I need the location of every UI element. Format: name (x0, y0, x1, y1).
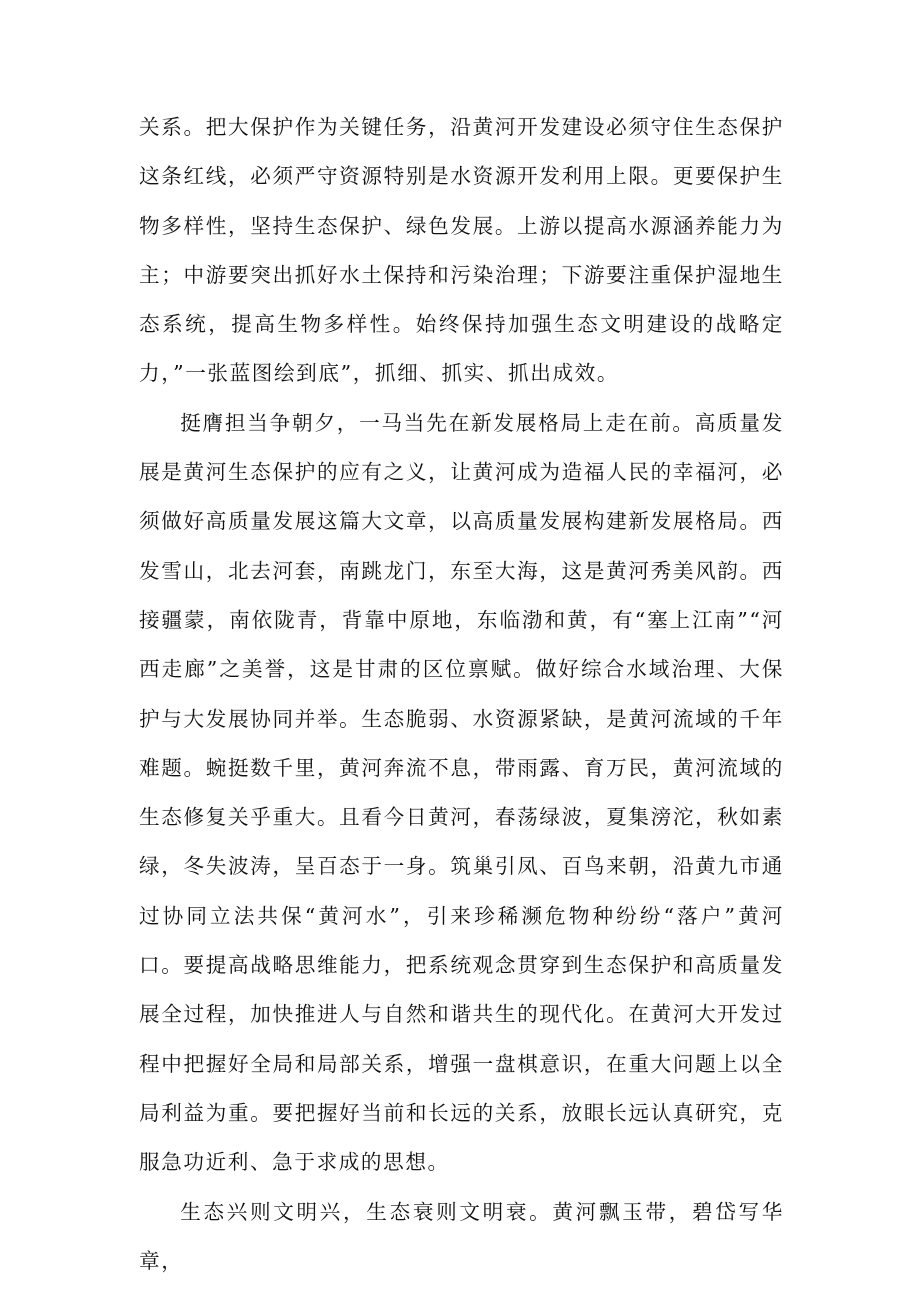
paragraph: 生态兴则文明兴，生态衰则文明衰。黄河飘玉带，碧岱写华章， (139, 1199, 784, 1273)
paragraph-continued: 关系。把大保护作为关键任务，沿黄河开发建设必须守住生态保护这条红线，必须严守资源特别是水资源开发利用上限。更要保护生物多样性，坚持生态保护、绿色发展。上游以提高水源涵养能力为主；中游要突出抓好水土保持和污染治理；下游要注重保护湿地生态系统，提高生物多样性。始终保持加强生态文明建设的战略定力，”一张蓝图绘到底”，抓细、抓实、抓出成效。 (139, 115, 784, 386)
body-text (139, 103, 784, 1286)
paragraph: 挺膺担当争朝夕，一马当先在新发展格局上走在前。高质量发展是黄河生态保护的应有之义，让黄河成为造福人民的幸福河，必须做好高质量发展这篇大文章，以高质量发展构建新发展格局。西发雪山，北去河套，南跳龙门，东至大海，这是黄河秀美风韵。西接疆蒙，南依陇青，背靠中原地，东临渤和黄，有“塞上江南”“河西走廊”之美誉，这是甘肃的区位禀赋。做好综合水域治理、大保护与大发展协同并举。生态脆弱、水资源紧缺，是黄河流域的千年难题。蜿挺数千里，黄河奔流不息，带雨露、育万民，黄河流域的生态修复关乎重大。且看今日黄河，春荡绿波，夏集滂沱，秋如素绿，冬失波涛，呈百态于一身。筑巢引凤、百鸟来朝，沿黄九市通过协同立法共保“黄河水”，引来珍稀濒危物种纷纷“落户”黄河口。要提高战略思维能力，把系统观念贯穿到生态保护和高质量发展全过程，加快推进人与自然和谐共生的现代化。在黄河大开发过程中把握好全局和局部关系，增强一盘棋意识，在重大问题上以全局利益为重。要把握好当前和长远的关系，放眼长远认真研究，克服急功近利、急于求成的思想。 (139, 410, 784, 1175)
